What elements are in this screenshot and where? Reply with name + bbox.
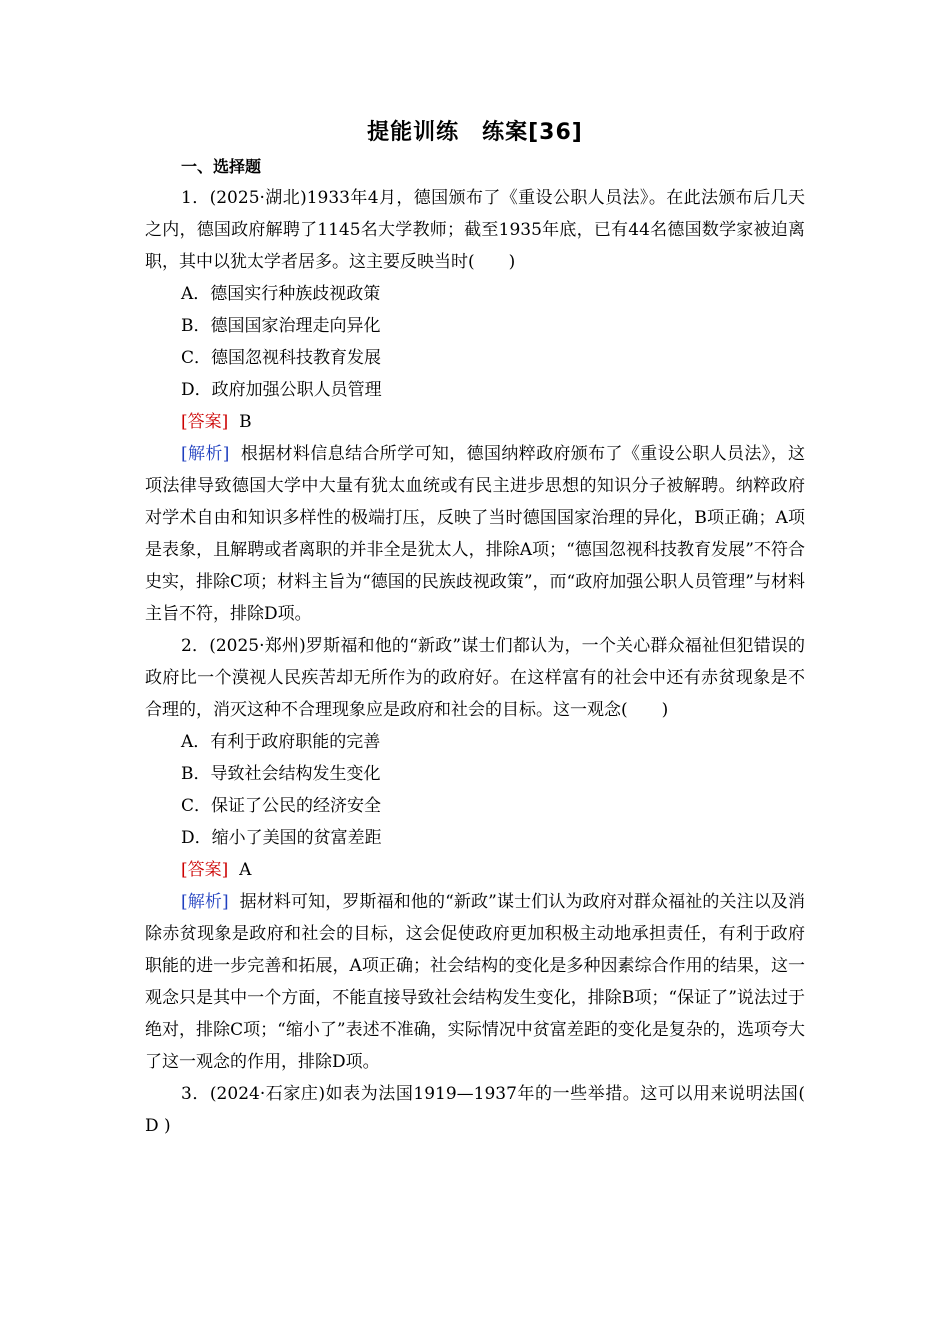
answer-line	[145, 406, 805, 438]
analysis-paragraph	[145, 438, 805, 630]
option-b: B．导致社会结构发生变化	[181, 764, 381, 784]
analysis-text: 据材料可知，罗斯福和他的“新政”谋士们认为政府对群众福祉的关注以及消除赤贫现象是政府和社会的目标，这会促使政府更加积极主动地承担责任，有利于政府职能的进一步完善和拓展，A项正确；社会结构的变化是多种因素综合作用的结果，这一观念只是其中一个方面，不能直接导致社会结构发生变化，排除B项；“保证了”说法过于绝对，排除C项；“缩小了”表述不准确，实际情况中贫富差距的变化是复杂的，选项夸大了这一观念的作用，排除D项。	[145, 892, 805, 1072]
option-a: A．德国实行种族歧视政策	[181, 284, 381, 304]
answer-label: [答案]	[181, 412, 229, 432]
analysis-paragraph	[145, 886, 805, 1078]
answer-value: A	[239, 860, 252, 880]
question-1	[145, 182, 805, 630]
answer-line	[145, 854, 805, 886]
analysis-label: [解析]	[181, 892, 229, 912]
question-stem: 2．(2025·郑州)罗斯福和他的“新政”谋士们都认为，一个关心群众福祉但犯错误的政府比一个漠视人民疾苦却无所作为的政府好。在这样富有的社会中还有赤贫现象是不合理的，消灭这种不合理现象应是政府和社会的目标。这一观念( )	[145, 636, 805, 720]
question-stem: 3．(2024·石家庄)如表为法国1919—1937年的一些举措。这可以用来说明法国( D )	[145, 1084, 805, 1136]
option-b: B．德国国家治理走向异化	[181, 316, 381, 336]
question-stem: 1．(2025·湖北)1933年4月，德国颁布了《重设公职人员法》。在此法颁布后几天之内，德国政府解聘了1145名大学教师；截至1935年底，已有44名德国数学家被迫离职，其中以犹太学者居多。这主要反映当时( )	[145, 188, 805, 272]
option-c: C．保证了公民的经济安全	[181, 796, 382, 816]
question-2	[145, 630, 805, 1078]
question-3	[145, 1078, 805, 1142]
analysis-label: [解析]	[181, 444, 230, 464]
option-c: C．德国忽视科技教育发展	[181, 348, 382, 368]
answer-label: [答案]	[181, 860, 229, 880]
option-d: D．政府加强公职人员管理	[181, 380, 382, 400]
answer-value: B	[239, 412, 252, 432]
section-heading: 一、选择题	[181, 157, 262, 176]
option-d: D．缩小了美国的贫富差距	[181, 828, 382, 848]
option-a: A．有利于政府职能的完善	[181, 732, 381, 752]
document-page	[145, 118, 805, 1142]
page-title: 提能训练 练案[36]	[367, 120, 583, 145]
analysis-text: 根据材料信息结合所学可知，德国纳粹政府颁布了《重设公职人员法》，这项法律导致德国大学中大量有犹太血统或有民主进步思想的知识分子被解聘。纳粹政府对学术自由和知识多样性的极端打压，反映了当时德国国家治理的异化，B项正确；A项是表象，且解聘或者离职的并非全是犹太人，排除A项；“德国忽视科技教育发展”不符合史实，排除C项；材料主旨为“德国的民族歧视政策”，而“政府加强公职人员管理”与材料主旨不符，排除D项。	[145, 444, 806, 624]
